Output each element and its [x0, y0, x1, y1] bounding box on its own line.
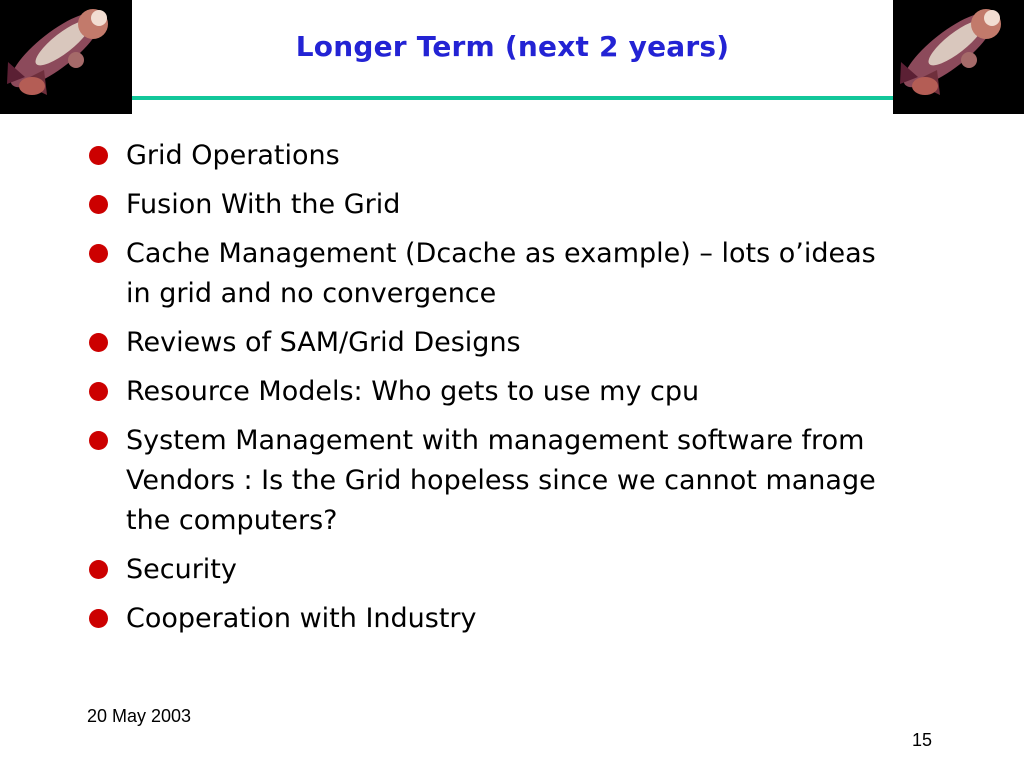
- bullet-text: Security: [126, 554, 237, 585]
- bullet-text: Reviews of SAM/Grid Designs: [126, 327, 521, 358]
- red-dot-bullet-icon: [89, 560, 108, 579]
- title-bar: [132, 0, 893, 100]
- red-dot-bullet-icon: [89, 195, 108, 214]
- red-dot-bullet-icon: [89, 382, 108, 401]
- red-dot-bullet-icon: [89, 146, 108, 165]
- bullet-text: Grid Operations: [126, 140, 340, 171]
- title-divider: [132, 96, 893, 100]
- bullet-item: [86, 550, 906, 590]
- bullet-text: Cache Management (Dcache as example) – lots o’ideas in grid and no convergence: [126, 238, 876, 309]
- rocket-logo-icon: [0, 0, 132, 114]
- red-dot-bullet-icon: [89, 244, 108, 263]
- bullet-text: Cooperation with Industry: [126, 603, 477, 634]
- bullet-item: [86, 234, 906, 314]
- bullet-text: Fusion With the Grid: [126, 189, 401, 220]
- bullet-text: Resource Models: Who gets to use my cpu: [126, 376, 700, 407]
- bullet-item: [86, 136, 906, 176]
- footer-date: 20 May 2003: [87, 706, 192, 726]
- red-dot-bullet-icon: [89, 431, 108, 450]
- bullet-item: [86, 421, 906, 541]
- bullet-list: [86, 136, 906, 648]
- rocket-logo-icon: [893, 0, 1024, 114]
- bullet-item: [86, 185, 906, 225]
- bullet-item: [86, 599, 906, 639]
- red-dot-bullet-icon: [89, 333, 108, 352]
- red-dot-bullet-icon: [89, 609, 108, 628]
- slide-title: Longer Term (next 2 years): [295, 30, 730, 63]
- bullet-text: System Management with management software from Vendors : Is the Grid hopeless since we cannot manage the computers?: [126, 425, 876, 536]
- bullet-item: [86, 372, 906, 412]
- page-number: 15: [912, 730, 933, 750]
- bullet-item: [86, 323, 906, 363]
